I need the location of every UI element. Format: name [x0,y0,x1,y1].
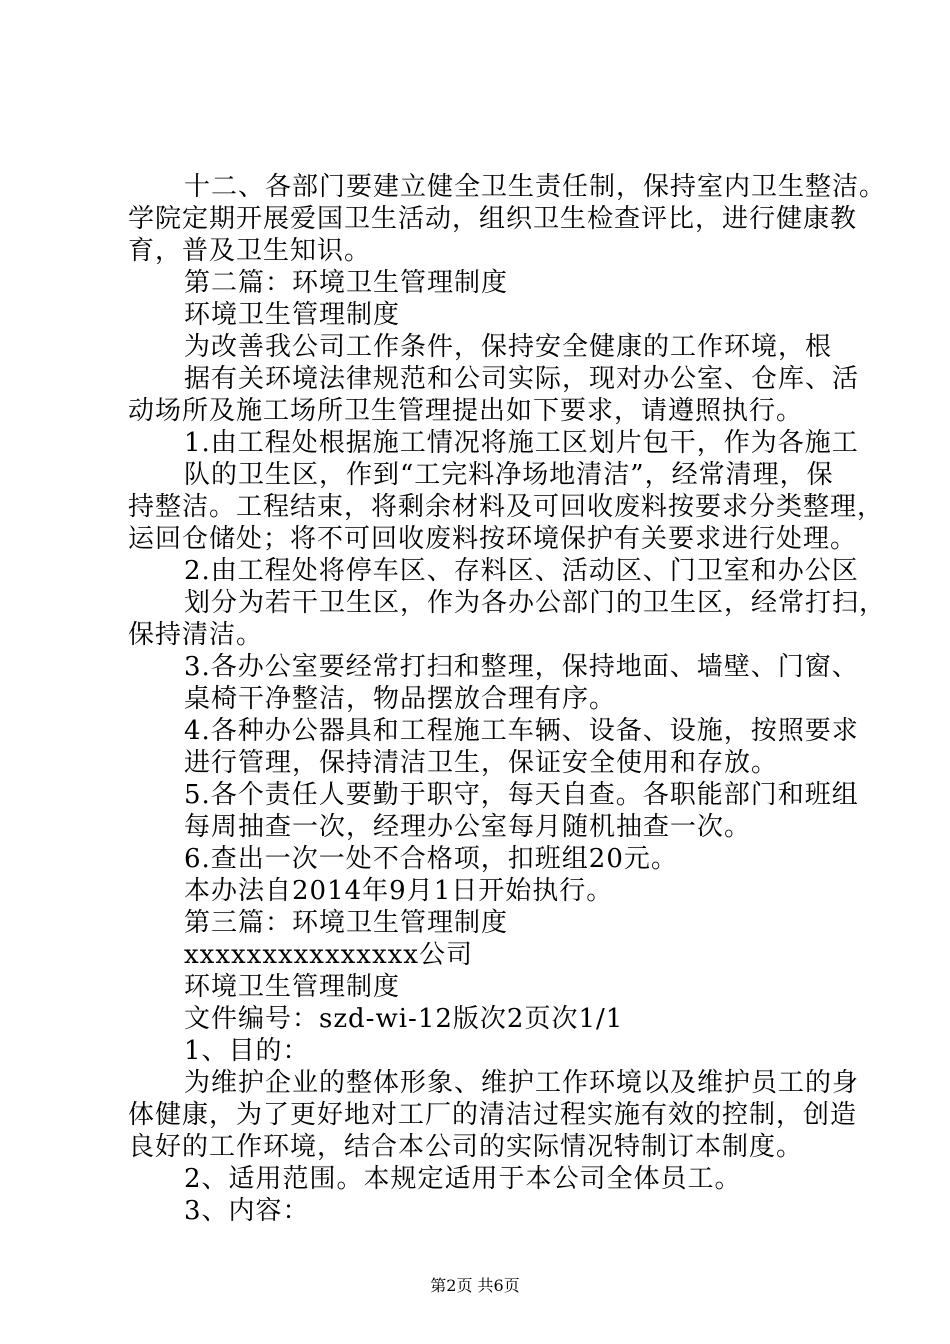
list-item: 每周抽查一次，经理办公室每月随机抽查一次。 [184,812,752,842]
paragraph-line: 动场所及施工场所卫生管理提出如下要求，请遵照执行。 [128,396,804,426]
list-item: 进行管理，保持清洁卫生，保证安全使用和存放。 [184,748,779,778]
subsection-heading: 3、内容： [184,1196,310,1226]
paragraph-line: 为维护企业的整体形象、维护工作环境以及维护员工的身 [184,1068,860,1098]
paragraph-line: 十二、各部门要建立健全卫生责任制，保持室内卫生整洁。 [184,172,887,202]
list-item: 4.各种办公器具和工程施工车辆、设备、设施，按照要求 [184,716,859,746]
section-heading: 第二篇：环境卫生管理制度 [184,268,509,298]
list-item: 3.各办公室要经常打扫和整理，保持地面、墙壁、门窗、 [184,652,859,682]
paragraph-line: 本办法自2014年9月1日开始执行。 [184,876,614,906]
paragraph-line: 据有关环境法律规范和公司实际，现对办公室、仓库、活 [184,364,860,394]
paragraph-line: 为改善我公司工作条件，保持安全健康的工作环境，根 [184,332,833,362]
list-item: 2.由工程处将停车区、存料区、活动区、门卫室和办公区 [184,556,859,586]
list-item: 队的卫生区，作到“工完料净场地清洁”，经常清理，保 [184,460,834,490]
company-name: xxxxxxxxxxxxxxx公司 [184,940,473,970]
list-item: 桌椅干净整洁，物品摆放合理有序。 [184,684,617,714]
list-item: 保持清洁。 [128,620,264,650]
page-footer: 第2页 共6页 [430,1276,520,1295]
list-item: 6.查出一次一处不合格项，扣班组20元。 [184,844,678,874]
subsection-heading: 2、适用范围。本规定适用于本公司全体员工。 [184,1164,742,1194]
list-item: 5.各个责任人要勤于职守，每天自查。各职能部门和班组 [184,780,859,810]
list-item: 持整洁。工程结束，将剩余材料及可回收废料按要求分类整理， [128,492,885,522]
section-title: 环境卫生管理制度 [184,972,401,1002]
subsection-heading: 1、目的： [184,1036,310,1066]
list-item: 1.由工程处根据施工情况将施工区划片包干，作为各施工 [184,428,859,458]
paragraph-line: 良好的工作环境，结合本公司的实际情况特制订本制度。 [128,1132,804,1162]
list-item: 划分为若干卫生区，作为各办公部门的卫生区，经常打扫， [184,588,887,618]
document-number: 文件编号：szd-wi-12版次2页次1/1 [184,1004,624,1034]
paragraph-line: 育，普及卫生知识。 [128,236,372,266]
section-heading: 第三篇：环境卫生管理制度 [184,908,509,938]
paragraph-line: 学院定期开展爱国卫生活动，组织卫生检查评比，进行健康教 [128,204,858,234]
section-title: 环境卫生管理制度 [184,300,401,330]
paragraph-line: 体健康，为了更好地对工厂的清洁过程实施有效的控制，创造 [128,1100,858,1130]
list-item: 运回仓储处；将不可回收废料按环境保护有关要求进行处理。 [128,524,858,554]
